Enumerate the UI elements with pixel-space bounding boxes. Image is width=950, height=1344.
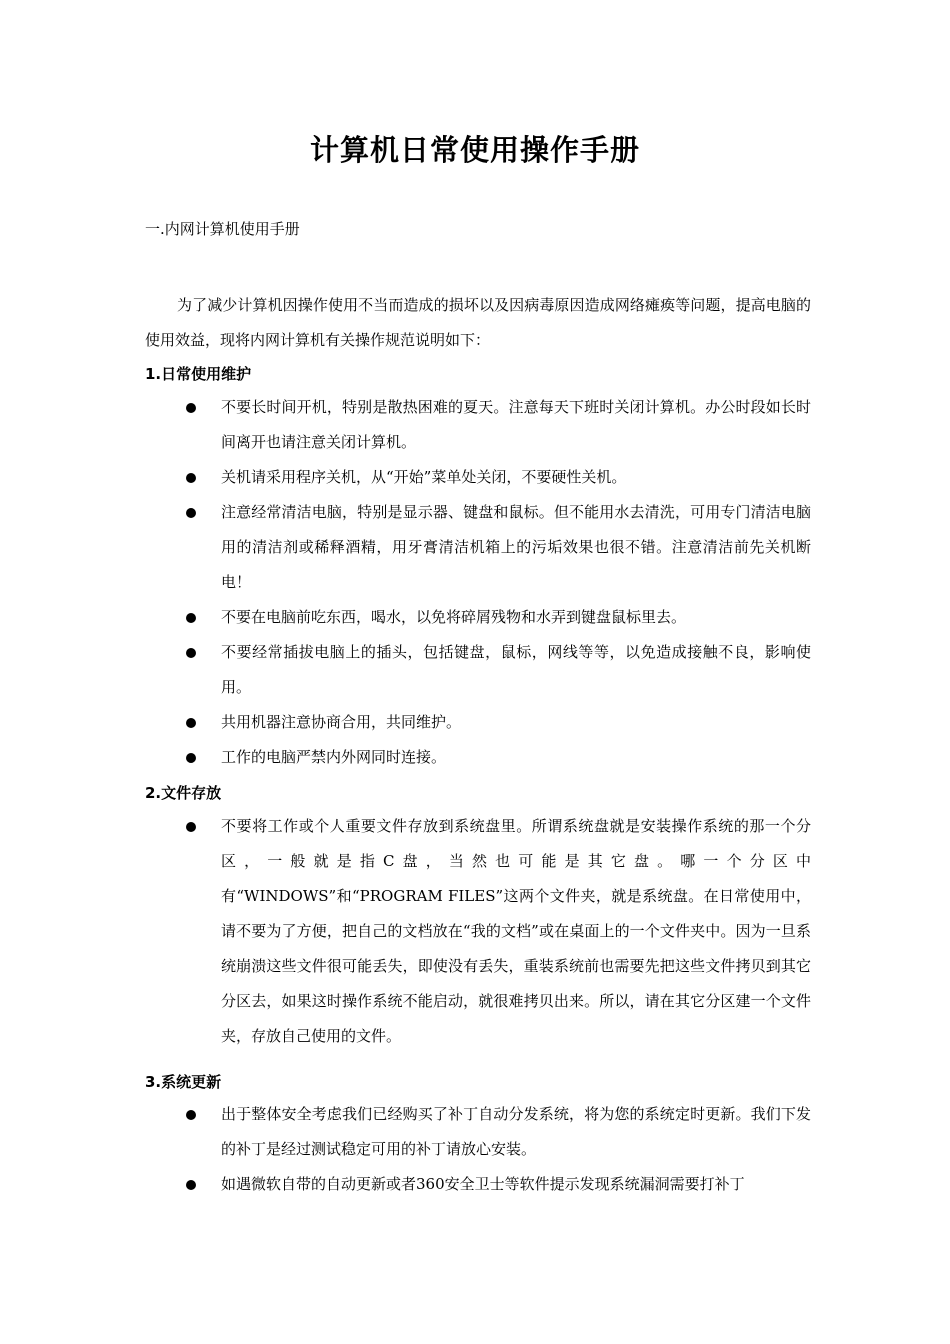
bullet-icon [186,718,196,728]
bullet-icon [186,822,196,832]
list-file-storage [145,809,811,1054]
bullet-icon [186,648,196,658]
list-item-text: 出于整体安全考虑我们已经购买了补丁自动分发系统，将为您的系统定时更新。我们下发的补丁是经过测试稳定可用的补丁请放心安装。 [221,1105,811,1158]
list-item-text: 如遇微软自带的自动更新或者360安全卫士等软件提示发现系统漏洞需要打补丁 [221,1175,745,1193]
bullet-icon [186,403,196,413]
list-item [145,740,811,775]
bullet-icon [186,613,196,623]
list-item [145,635,811,705]
list-item-text: 工作的电脑严禁内外网同时连接。 [221,748,447,766]
list-item [145,390,811,460]
list-item [145,1167,811,1202]
list-item [145,809,811,1054]
list-item-text: 不要长时间开机，特别是散热困难的夏天。注意每天下班时关闭计算机。办公时段如长时间离开也请注意关闭计算机。 [221,398,811,451]
document-title: 计算机日常使用操作手册 [309,133,640,167]
list-item [145,495,811,600]
bullet-icon [186,753,196,763]
list-item [145,1097,811,1167]
bullet-icon [186,473,196,483]
list-daily-maintenance [145,390,811,775]
list-item-text: 关机请采用程序关机，从“开始”菜单处关闭，不要硬性关机。 [221,468,627,486]
heading-daily-maintenance: 1.日常使用维护 [145,365,252,383]
list-item [145,460,811,495]
bullet-icon [186,1110,196,1120]
section-label: 一.内网计算机使用手册 [145,220,300,238]
list-item-text: 不要将工作或个人重要文件存放到系统盘里。所谓系统盘就是安装操作系统的那一个分区，一般就是指C盘，当然也可能是其它盘。哪一个分区中有“WINDOWS”和“PROGRAM FILES”这两个文件夹，就是系统盘。在日常使用中，请不要为了方便，把自己的文档放在“我的文档”或在桌面上的一个文件夹中。因为一旦系统崩溃这些文件很可能丢失，即使没有丢失，重装系统前也需要先把这些文件拷贝到其它分区去，如果这时操作系统不能启动，就很难拷贝出来。所以，请在其它分区建一个文件夹，存放自己使用的文件。 [221,817,811,1045]
list-item [145,600,811,635]
list-item-text: 共用机器注意协商合用，共同维护。 [221,713,462,731]
heading-file-storage: 2.文件存放 [145,784,222,802]
list-item-text: 不要在电脑前吃东西，喝水，以免将碎屑残物和水弄到键盘鼠标里去。 [221,608,687,626]
bullet-icon [186,508,196,518]
heading-system-update: 3.系统更新 [145,1073,222,1091]
intro-paragraph: 为了减少计算机因操作使用不当而造成的损坏以及因病毒原因造成网络瘫痪等问题，提高电脑的使用效益，现将内网计算机有关操作规范说明如下： [145,296,811,349]
bullet-icon [186,1180,196,1190]
list-item-text: 不要经常插拔电脑上的插头，包括键盘，鼠标，网线等等，以免造成接触不良，影响使用。 [221,643,811,696]
list-system-update [145,1097,811,1202]
list-item [145,705,811,740]
list-item-text: 注意经常清洁电脑，特别是显示器、键盘和鼠标。但不能用水去清洗，可用专门清洁电脑用的清洁剂或稀释酒精，用牙膏清洁机箱上的污垢效果也很不错。注意清洁前先关机断电！ [221,503,811,591]
